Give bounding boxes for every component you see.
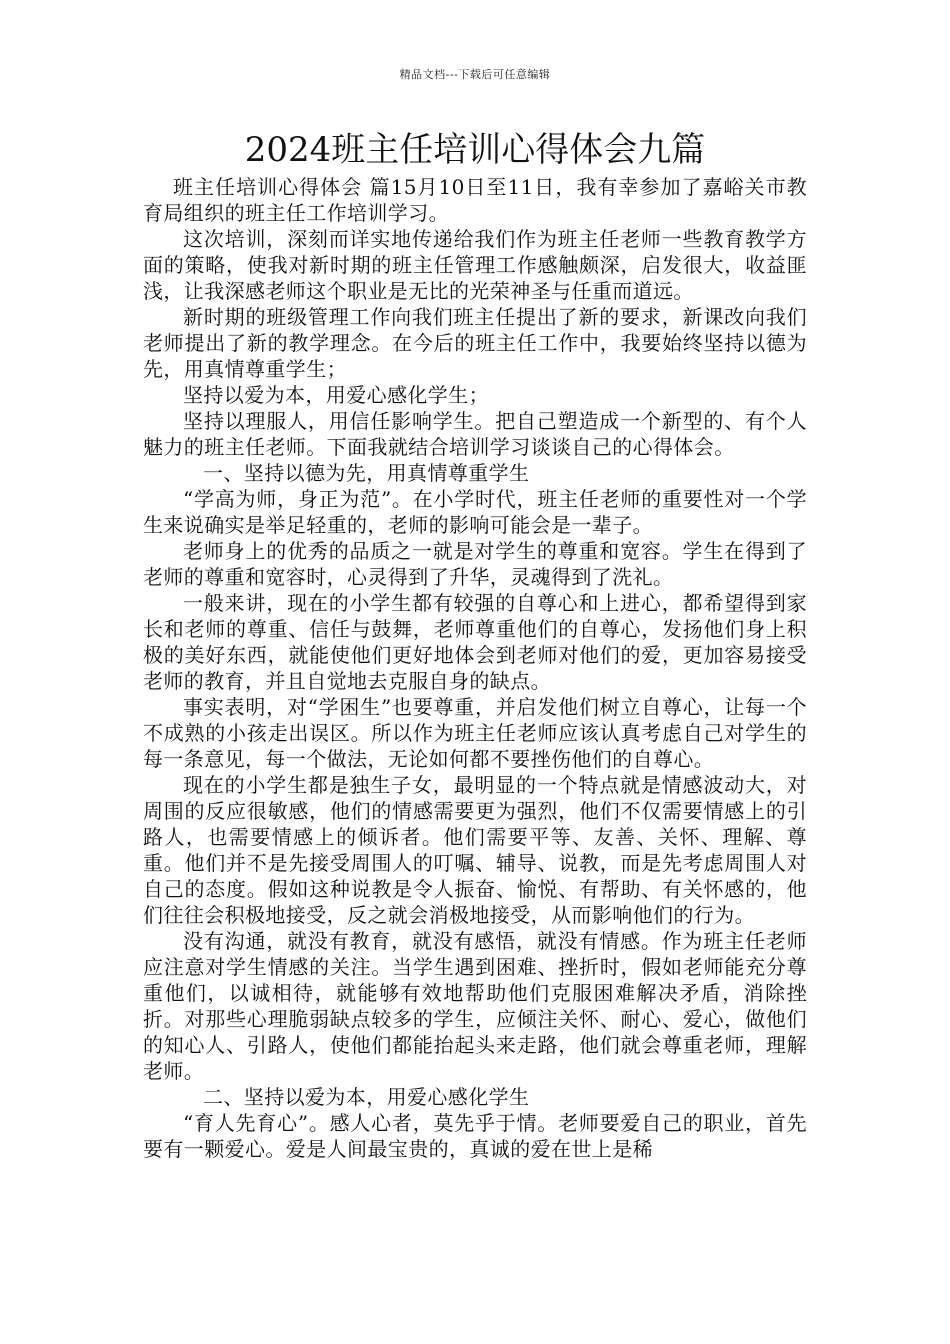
paragraph: 没有沟通，就没有教育，就没有感悟，就没有情感。作为班主任老师应注意对学生情感的关注。当学生遇到困难、挫折时，假如老师能充分尊重他们，以诚相待，就能够有效地帮助他们克服困难解决矛盾，消除挫折。对那些心理脆弱缺点较多的学生，应倾注关怀、耐心、爱心，做他们的知心人、引路人，使他们都能抬起头来走路，他们就会尊重老师，理解老师。 [143, 929, 807, 1083]
paragraph: “育人先育心”。感人心者，莫先乎于情。老师要爱自己的职业，首先要有一颗爱心。爱是人间最宝贵的，真诚的爱在世上是稀 [143, 1111, 807, 1161]
paragraph: 老师身上的优秀的品质之一就是对学生的尊重和宽容。学生在得到了老师的尊重和宽容时，心灵得到了升华，灵魂得到了洗礼。 [143, 539, 807, 589]
paragraph: 一般来讲，现在的小学生都有较强的自尊心和上进心，都希望得到家长和老师的尊重、信任与鼓舞，老师尊重他们的自尊心，发扬他们身上积极的美好东西，就能使他们更好地体会到老师对他们的爱，更加容易接受老师的教育，并且自觉地去克服自身的缺点。 [143, 591, 807, 693]
paragraph: 这次培训，深刻而详实地传递给我们作为班主任老师一些教育教学方面的策略，使我对新时期的班主任管理工作感触颇深，启发很大，收益匪浅，让我深感老师这个职业是无比的光荣神圣与任重而道远。 [143, 227, 807, 303]
document-body [143, 174, 807, 1162]
page-header-note: 精品文档---下载后可任意编辑 [399, 68, 551, 81]
paragraph-intro: 班主任培训心得体会 篇15月10日至11日，我有幸参加了嘉峪关市教育局组织的班主任工作培训学习。 [143, 175, 807, 225]
document-title: 2024班主任培训心得体会九篇 [244, 130, 706, 170]
paragraph: 坚持以理服人，用信任影响学生。把自己塑造成一个新型的、有个人魅力的班主任老师。下面我就结合培训学习谈谈自己的心得体会。 [143, 409, 807, 459]
section-heading: 二、坚持以爱为本，用爱心感化学生 [203, 1085, 530, 1109]
paragraph: 坚持以爱为本，用爱心感化学生； [183, 383, 489, 407]
section-heading: 一、坚持以德为先，用真情尊重学生 [203, 461, 530, 485]
paragraph: 事实表明，对“学困生”也要尊重，并启发他们树立自尊心，让每一个不成熟的小孩走出误区。所以作为班主任老师应该认真考虑自己对学生的每一条意见，每一个做法，无论如何都不要挫伤他们的自尊心。 [143, 695, 807, 771]
paragraph: 现在的小学生都是独生子女，最明显的一个特点就是情感波动大，对周围的反应很敏感，他们的情感需要更为强烈，他们不仅需要情感上的引路人，也需要情感上的倾诉者。他们需要平等、友善、关怀、理解、尊重。他们并不是先接受周围人的叮嘱、辅导、说教，而是先考虑周围人对自己的态度。假如这种说教是令人振奋、愉悦、有帮助、有关怀感的，他们往往会积极地接受，反之就会消极地接受，从而影响他们的行为。 [143, 773, 807, 927]
paragraph: 新时期的班级管理工作向我们班主任提出了新的要求，新课改向我们老师提出了新的教学理念。在今后的班主任工作中，我要始终坚持以德为先，用真情尊重学生； [143, 305, 807, 381]
paragraph: “学高为师，身正为范”。在小学时代，班主任老师的重要性对一个学生来说确实是举足轻重的，老师的影响可能会是一辈子。 [143, 487, 807, 537]
